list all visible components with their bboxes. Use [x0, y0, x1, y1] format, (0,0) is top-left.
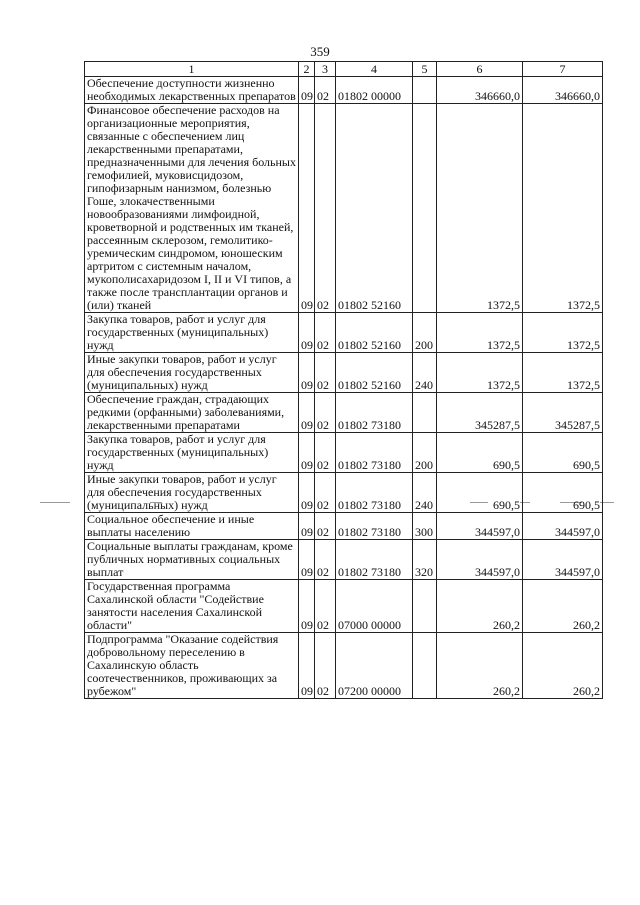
- row-subsection: 02: [315, 313, 336, 353]
- row-amount-1: 1372,5: [437, 104, 523, 313]
- row-target-article: 01802 73180: [336, 513, 413, 540]
- header-col-2: 2: [299, 62, 315, 77]
- row-target-article: 01802 73180: [336, 393, 413, 433]
- table-row: [85, 633, 603, 699]
- header-col-5: 5: [413, 62, 437, 77]
- row-target-article: 01802 52160: [336, 104, 413, 313]
- row-subsection: 02: [315, 513, 336, 540]
- table-row: [85, 393, 603, 433]
- row-subsection: 02: [315, 473, 336, 513]
- row-subsection: 02: [315, 77, 336, 104]
- row-name: Подпрограмма "Оказание содействия добровольному переселению в Сахалинскую область соотечественников, проживающих за рубежом": [85, 633, 299, 699]
- row-amount-2: 690,5: [523, 473, 603, 513]
- row-target-article: 01802 73180: [336, 473, 413, 513]
- row-section: 09: [299, 393, 315, 433]
- row-section: 09: [299, 513, 315, 540]
- row-section: 09: [299, 540, 315, 580]
- row-expense-type: 200: [413, 313, 437, 353]
- page-number: 359: [310, 44, 330, 59]
- row-amount-1: 690,5: [437, 433, 523, 473]
- table-row: [85, 353, 603, 393]
- row-expense-type: 320: [413, 540, 437, 580]
- row-amount-1: 344597,0: [437, 513, 523, 540]
- row-expense-type: 240: [413, 473, 437, 513]
- row-amount-2: 1372,5: [523, 313, 603, 353]
- row-expense-type: 200: [413, 433, 437, 473]
- row-amount-1: 344597,0: [437, 540, 523, 580]
- row-name: Социальное обеспечение и иные выплаты населению: [85, 513, 299, 540]
- table-row: [85, 433, 603, 473]
- header-col-6: 6: [437, 62, 523, 77]
- row-section: 09: [299, 473, 315, 513]
- row-amount-2: 344597,0: [523, 540, 603, 580]
- row-section: 09: [299, 353, 315, 393]
- table-row: [85, 104, 603, 313]
- row-amount-1: 1372,5: [437, 313, 523, 353]
- row-expense-type: 240: [413, 353, 437, 393]
- header-col-1: 1: [85, 62, 299, 77]
- row-expense-type: [413, 77, 437, 104]
- row-name: Социальные выплаты гражданам, кроме публичных нормативных социальных выплат: [85, 540, 299, 580]
- row-expense-type: 300: [413, 513, 437, 540]
- budget-table: [84, 61, 603, 699]
- table-row: [85, 513, 603, 540]
- table-row: [85, 540, 603, 580]
- row-expense-type: [413, 104, 437, 313]
- row-subsection: 02: [315, 433, 336, 473]
- row-subsection: 02: [315, 104, 336, 313]
- row-section: 09: [299, 633, 315, 699]
- row-section: 09: [299, 433, 315, 473]
- header-col-3: 3: [315, 62, 336, 77]
- row-amount-2: 260,2: [523, 633, 603, 699]
- row-amount-1: 345287,5: [437, 393, 523, 433]
- row-amount-1: 1372,5: [437, 353, 523, 393]
- row-section: 09: [299, 104, 315, 313]
- header-col-7: 7: [523, 62, 603, 77]
- row-amount-2: 344597,0: [523, 513, 603, 540]
- table-row: [85, 313, 603, 353]
- table-row: [85, 77, 603, 104]
- row-name: Финансовое обеспечение расходов на организационные мероприятия, связанные с обеспечением лиц лекарственными препаратами, предназначенными для лечения больных гемофилией, муковисцидозом, гипофизарным нанизмом, болезнью Гоше, злокачественными новообразованиями лимфоидной, кроветворной и родственных им тканей, рассеянным склерозом, гемолитико-уремическим синдромом, юношеским артритом с системным началом, мукополисахаридозом I, II и VI типов, а также после трансплантации органов и (или) тканей: [85, 104, 299, 313]
- row-amount-1: 260,2: [437, 580, 523, 633]
- row-name: Закупка товаров, работ и услуг для государственных (муниципальных) нужд: [85, 433, 299, 473]
- row-amount-1: 690,5: [437, 473, 523, 513]
- row-name: Закупка товаров, работ и услуг для государственных (муниципальных) нужд: [85, 313, 299, 353]
- row-amount-2: 346660,0: [523, 77, 603, 104]
- row-section: 09: [299, 313, 315, 353]
- row-target-article: 07000 00000: [336, 580, 413, 633]
- row-name: Обеспечение граждан, страдающих редкими (орфанными) заболеваниями, лекарственными препаратами: [85, 393, 299, 433]
- row-amount-1: 260,2: [437, 633, 523, 699]
- row-name: Иные закупки товаров, работ и услуг для обеспечения государственных (муниципальных) нужд: [85, 473, 299, 513]
- row-target-article: 01802 52160: [336, 353, 413, 393]
- row-name: Обеспечение доступности жизненно необходимых лекарственных препаратов: [85, 77, 299, 104]
- row-target-article: 01802 00000: [336, 77, 413, 104]
- table-row: [85, 473, 603, 513]
- row-expense-type: [413, 580, 437, 633]
- row-name: Государственная программа Сахалинской области "Содействие занятости населения Сахалинской области": [85, 580, 299, 633]
- row-subsection: 02: [315, 540, 336, 580]
- row-amount-1: 346660,0: [437, 77, 523, 104]
- row-amount-2: 345287,5: [523, 393, 603, 433]
- header-col-4: 4: [336, 62, 413, 77]
- row-target-article: 07200 00000: [336, 633, 413, 699]
- row-section: 09: [299, 580, 315, 633]
- row-subsection: 02: [315, 580, 336, 633]
- row-expense-type: [413, 633, 437, 699]
- row-subsection: 02: [315, 633, 336, 699]
- row-section: 09: [299, 77, 315, 104]
- header-row: [85, 62, 603, 77]
- row-target-article: 01802 52160: [336, 313, 413, 353]
- row-target-article: 01802 73180: [336, 433, 413, 473]
- table-row: [85, 580, 603, 633]
- row-amount-2: 1372,5: [523, 353, 603, 393]
- row-amount-2: 1372,5: [523, 104, 603, 313]
- row-amount-2: 260,2: [523, 580, 603, 633]
- row-target-article: 01802 73180: [336, 540, 413, 580]
- row-subsection: 02: [315, 353, 336, 393]
- row-amount-2: 690,5: [523, 433, 603, 473]
- row-expense-type: [413, 393, 437, 433]
- row-name: Иные закупки товаров, работ и услуг для обеспечения государственных (муниципальных) нужд: [85, 353, 299, 393]
- row-subsection: 02: [315, 393, 336, 433]
